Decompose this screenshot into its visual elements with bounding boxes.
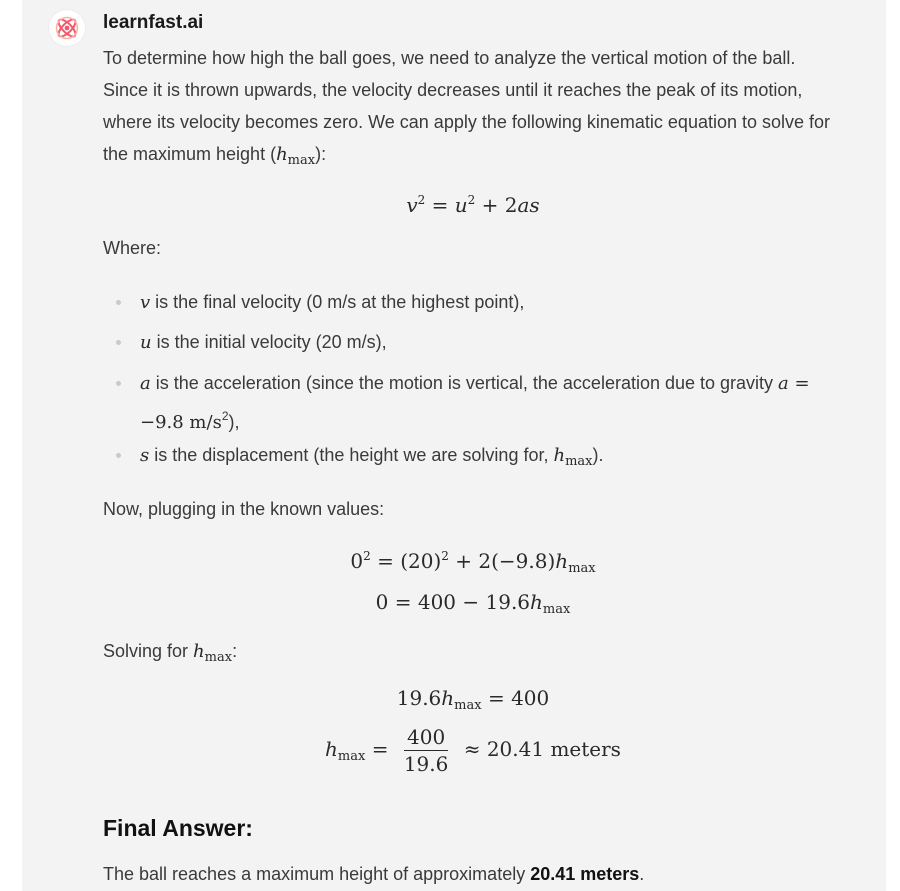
fraction: $\frac{400}{19.6}$ [403, 725, 449, 776]
solve-equation-1: $19.6h_{max} = 400$ [396, 686, 550, 713]
list-item-s: s is the displacement (the height we are solving for, $h_{max}$). [103, 439, 880, 478]
where-label: Where: [103, 238, 162, 258]
hmax-symbol: $h_{max}$ [276, 144, 316, 168]
list-item-v: v is the final velocity (0 m/s at the highest point), [103, 286, 880, 319]
brand-name: learnfast.ai [103, 12, 204, 33]
final-answer-heading: Final Answer: [103, 815, 253, 841]
solve-equation-2: $h_{max}$ = $\frac{400}{19.6}$ ≈ 20.41 meters [325, 725, 621, 776]
plug-label: Now, plugging in the known values: [103, 499, 385, 519]
final-answer-text: The ball reaches a maximum height of approximately 20.41 meters. [103, 864, 645, 884]
list-item-a: a is the acceleration (since the motion is vertical, the acceleration due to gravity a = −9.8 $m/s^2$), [103, 367, 843, 439]
intro-paragraph: To determine how high the ball goes, we need to analyze the vertical motion of the ball. Since it is thrown upwards, the velocity decreases until it reaches the peak of its motion, where its velocity becomes zero. We can apply the following kinematic equation to solve for the maximum height $(h_{max})$: [103, 48, 831, 168]
kinematic-equation: $v^2 = u^2 + 2as$ [406, 193, 540, 217]
atom-icon [53, 14, 81, 42]
plug-equation-1: $0^2 = (20)^2 + 2(-9.8)h_{max}$ [350, 549, 596, 576]
list-item-u: u is the initial velocity (20 m/s), [103, 326, 880, 359]
plug-equation-2: $0 = 400 - 19.6h_{max}$ [375, 590, 571, 617]
solving-label: Solving for $h_{max}$: [103, 641, 238, 665]
brand-avatar [49, 10, 85, 46]
